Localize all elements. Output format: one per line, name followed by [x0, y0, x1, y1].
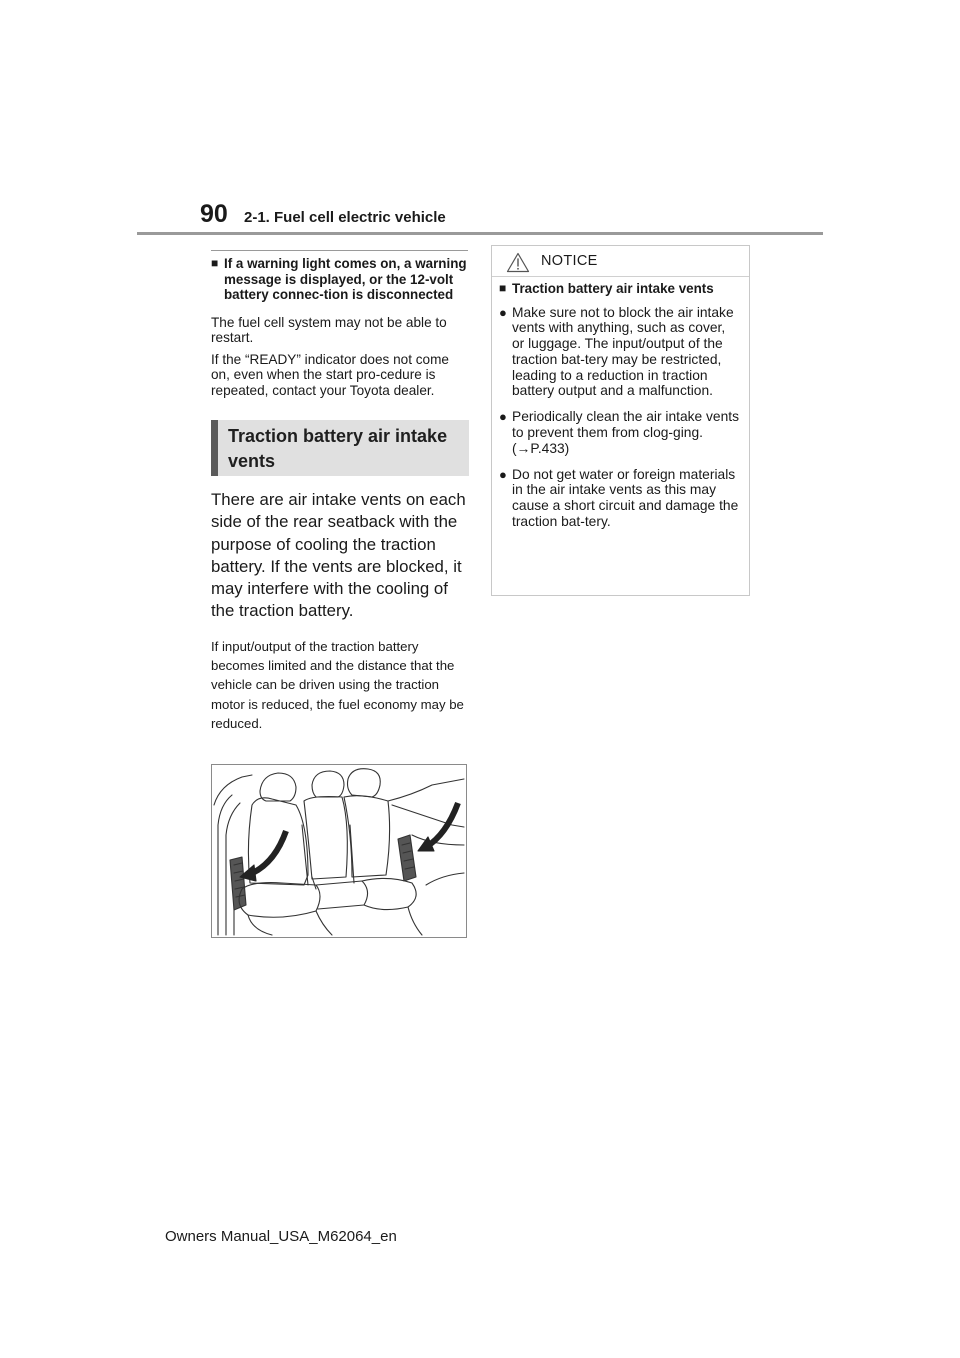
- warning-triangle-icon: [506, 252, 530, 273]
- notice-item: [499, 467, 741, 530]
- notice-item-text: Do not get water or foreign materials in the air intake vents as this may cause a short circuit and damage the traction bat-tery.: [512, 466, 739, 530]
- notice-item-text: Make sure not to block the air intake vents with anything, such as cover, or luggage. The input/output of the traction bat-tery may be restricted, leading to a reduction in traction battery output and a malfunction.: [512, 304, 734, 399]
- header-rule: [137, 232, 823, 235]
- left-column: [211, 250, 469, 733]
- notice-box: [491, 245, 750, 596]
- notice-item: [499, 305, 741, 400]
- notice-body: [492, 277, 749, 530]
- circle-bullet-icon: ●: [499, 409, 507, 425]
- page-number: 90: [200, 200, 228, 228]
- square-bullet-icon: ■: [499, 281, 507, 295]
- paragraph-ready-indicator: If the “READY” indicator does not come on, even when the start pro-cedure is repeated, contact your Toyota dealer.: [211, 351, 449, 398]
- rear-seat-illustration: [211, 764, 467, 938]
- subsection-title: If a warning light comes on, a warning message is displayed, or the 12-volt battery connec-tion is disconnected: [224, 256, 467, 302]
- paragraph-vents-note: If input/output of the traction battery becomes limited and the distance that the vehicle can be driven using the traction motor is reduced, the fuel economy may be reduced.: [211, 638, 464, 731]
- paragraph-vents-description: There are air intake vents on each side of the rear seatback with the purpose of cooling the traction battery. If the vents are blocked, it may interfere with the cooling of the traction battery.: [211, 490, 466, 621]
- section-heading-traction-vents: Traction battery air intake vents: [211, 420, 469, 476]
- notice-item: [499, 409, 741, 456]
- notice-item-text: Periodically clean the air intake vents to prevent them from clog-ging. (→P.433): [512, 409, 740, 456]
- subsection-rule: [211, 250, 468, 251]
- notice-label: NOTICE: [541, 253, 598, 269]
- square-bullet-icon: ■: [211, 256, 219, 270]
- paragraph-restart: The fuel cell system may not be able to restart.: [211, 314, 447, 345]
- circle-bullet-icon: ●: [499, 466, 507, 482]
- footer-manual-id: Owners Manual_USA_M62064_en: [165, 1228, 397, 1245]
- subsection-heading: [211, 256, 469, 303]
- notice-title: Traction battery air intake vents: [512, 281, 714, 296]
- notice-header: [492, 246, 749, 277]
- section-title: 2-1. Fuel cell electric vehicle: [244, 209, 446, 226]
- notice-heading: [499, 281, 741, 297]
- circle-bullet-icon: ●: [499, 304, 507, 320]
